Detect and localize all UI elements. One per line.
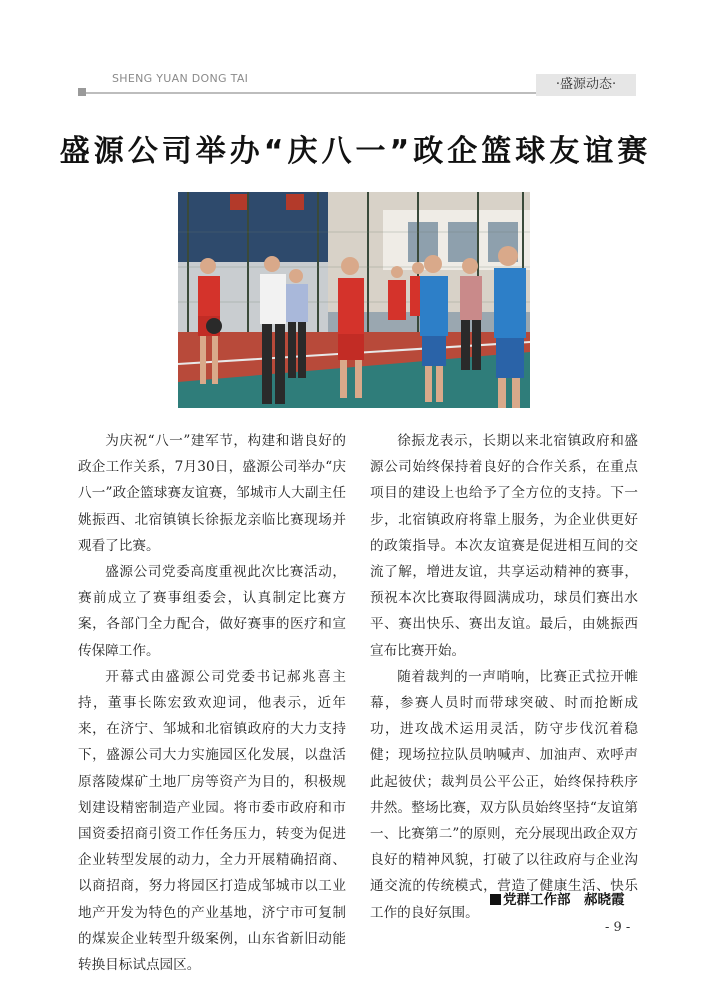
square-bullet-icon — [490, 894, 501, 905]
paragraph: 盛源公司党委高度重视此次比赛活动，赛前成立了赛事组委会，认真制定比赛方案，各部门全力配合，做好赛事的医疗和宣传保障工作。 — [78, 564, 346, 659]
article-column-left — [78, 428, 346, 978]
paragraph: 徐振龙表示，长期以来北宿镇政府和盛源公司始终保持着良好的合作关系，在重点项目的建设上也给予了全方位的支持。下一步，北宿镇政府将靠上服务，为企业供更好的政策指导。本次友谊赛是促进相互间的交流了解，增进友谊，共享运动精神的赛事，预祝本次比赛取得圆满成功，球员们赛出水平、赛出快乐、赛出友谊。最后，由姚振西宣布比赛开始。 — [370, 433, 638, 659]
paragraph: 为庆祝“八一”建军节，构建和谐良好的政企工作关系，7月30日，盛源公司举办“庆八一”政企篮球赛友谊赛，邹城市人大副主任姚振西、北宿镇镇长徐振龙亲临比赛现场并观看了比赛。 — [78, 433, 346, 554]
header-pinyin: SHENG YUAN DONG TAI — [112, 72, 249, 85]
photo-illustration — [178, 192, 530, 408]
author-line — [490, 888, 625, 908]
author-name: 党群工作部 郝晓霞 — [503, 892, 625, 908]
basketball-team-photo — [178, 192, 530, 408]
paragraph: 随着裁判的一声哨响，比赛正式拉开帷幕，参赛人员时而带球突破、时而抢断成功，进攻战术运用灵活，防守步伐沉着稳健；现场拉拉队员呐喊声、加油声、欢呼声此起彼伏；裁判员公平公正，始终保持秩序井然。整场比赛，双方队员始终坚持“友谊第一、比赛第二”的原则，充分展现出政企双方良好的精神风貌，打破了以往政府与企业沟通交流的传统模式，营造了健康生活、快乐工作的良好氛围。 — [370, 668, 638, 921]
article-column-right — [370, 428, 638, 926]
section-tag: ·盛源动态· — [536, 74, 636, 96]
page-number: - 9 - — [605, 920, 631, 935]
header-square-marker — [78, 88, 86, 96]
article-title: 盛源公司举办“庆八一”政企篮球友谊赛 — [59, 134, 652, 169]
paragraph: 开幕式由盛源公司党委书记郝兆喜主持，董事长陈宏致欢迎词，他表示，近年来，在济宁、邹城和北宿镇政府的大力支持下，盛源公司大力实施园区化发展，以盘活原落陵煤矿土地厂房等资产为目的，积极规划建设精密制造产业园。将市委市政府和市国资委招商引资工作任务压力，转变为促进企业转型发展的动力，全力开展精确招商、以商招商，努力将园区打造成邹城市以工业地产开发为特色的产业基地，济宁市可复制的煤炭企业转型升级案例，山东省新旧动能转换目标试点园区。 — [78, 668, 346, 974]
